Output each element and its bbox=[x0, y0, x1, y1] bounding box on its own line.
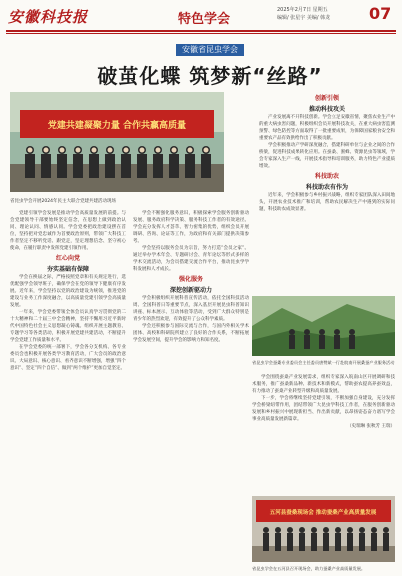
group-photo-top bbox=[10, 92, 224, 192]
photo-top-caption: 省昆虫学会开展2024年民主大联合党建共建活动现场 bbox=[10, 199, 116, 204]
article-column-right bbox=[259, 92, 395, 292]
header-rule bbox=[6, 30, 396, 32]
group-photo-bottom bbox=[252, 496, 395, 562]
field-photo-mid bbox=[252, 296, 395, 356]
headline: 破茧化蝶 筑梦新“丝路” bbox=[97, 64, 323, 88]
article-column-right-lower bbox=[252, 374, 395, 492]
subhead: 深挖创新驱动力 bbox=[169, 287, 212, 294]
subhead: 创新引领 bbox=[314, 95, 339, 102]
photo-bottom-banner-text: 五河县蚕桑现场会 推动蚕桑产业高质量发展 bbox=[269, 510, 377, 516]
subhead: 推动科技攻关 bbox=[308, 106, 345, 113]
editors-line: 编辑/ 张星宇 美编/ 韩龙 bbox=[277, 15, 331, 21]
subhead: 夯实基础有保障 bbox=[46, 266, 89, 273]
paragraph: 学会积极组织开展科普宣传活动，依托全国科技活动周、全国科普日等重要节点，深入基层开展昆虫科普知识讲座、标本展示、互动体验等活动，受到广大群众特别是青少年的热烈欢迎，有效提升了公众科学素质。 bbox=[133, 296, 249, 322]
subhead: 红心向党 bbox=[55, 255, 80, 262]
photo-mid-caption: 省昆虫学会蚕桑专业委员会主任委员唐赞斌一行赴皖南开展桑蚕产业服务活动 bbox=[252, 360, 395, 365]
paragraph: 下一步，学会将继续坚持党建引领，不断加强自身建设，充分发挥学会桥梁纽带作用，团结带领广大昆虫学科技工作者，在服务创新驱动发展和乡村振兴中展现新担当、作出新贡献，以昂扬姿态奋力谱写学会事业高质量发展新篇章。 bbox=[252, 396, 395, 422]
photo-bottom-caption: 省昆虫学会在五河县召开现场会，助力蚕桑产业高质量发展。 bbox=[252, 566, 366, 571]
paragraph: 学会围绕蚕桑产业发展需求，组织专家深入皖南山区开展调研和技术服务，推广蚕桑新品种、新技术和新模式，帮助蚕农提高养蚕效益，有力推动了蚕桑产业转型升级和高质量发展。 bbox=[252, 375, 395, 394]
paragraph: 在学会党委的统一部署下，学会各分支机构、各专业委员会也积极开展各类学习教育活动，广大会员的政治意识、大局意识、核心意识、看齐意识不断增强，增强“四个意识”、坚定“四个自信”、做到“两个维护”更加自觉坚定。 bbox=[10, 345, 126, 371]
paper-name: 安徽科技报 bbox=[8, 8, 89, 26]
subhead: 科技助农 bbox=[314, 173, 339, 180]
paragraph: 学会积极推动产学研深度融合，搭建科研单位与企业之间的合作桥梁，促进科技成果转化应用。在蚕桑、蜜蜂、资源昆虫等领域，学会专家深入生产一线，开展技术指导和培训服务，助力特色产业提质增效。 bbox=[259, 143, 395, 169]
paragraph: 一年来，学会党委带领全体会员认真学习贯彻党的二十大精神和二十届三中全会精神，坚持不懈用习近平新时代中国特色社会主义思想凝心铸魂。组织开展主题教育、专题学习等各类活动，积极开展党建共建活动，不断提升学会党建工作质量和水平。 bbox=[10, 310, 126, 343]
article-column-middle bbox=[133, 210, 249, 570]
subhead: 强化服务 bbox=[178, 276, 203, 283]
paragraph: 学会还积极参与国际交流与合作，与国内外相关学术团体、高校和科研院所建立了良好的合作关系，不断拓展学会发展空间，提升学会的影响力和知名度。 bbox=[133, 324, 249, 343]
paragraph: 党建引领学会发展是推动学会高质量发展的前提。与会党建领导干部要始终坚定信念，在思想上做到政治认同、理论认同、情感认同。学会党委把政治建设摆在首位，坚持把对党忠诚作为首要政治原则，带领广大科技工作者坚定不移听党话、跟党走，坚定理想信念、坚守初心使命，在履行职责中发挥党建引领作用。 bbox=[10, 211, 126, 251]
paragraph: 学会坚持以服务会员为宗旨，努力打造“会员之家”。通过举办学术年会、专题研讨会、青年论坛等形式多样的学术交流活动，为会员搭建交流合作平台，推动昆虫学学科发展和人才成长。 bbox=[133, 246, 249, 272]
paragraph: 学会在换届之际，严格按照党章和有关规定进行，选优配强学会领导班子，确保学会在党的领导下健康有序发展。近年来，学会坚持以党的政治建设为统领，推进党的建设与业务工作深度融合，以高质量党建引领学会高质量发展。 bbox=[10, 275, 126, 308]
photo-top-banner-text: 党建共建凝聚力量 合作共赢高质量 bbox=[47, 121, 187, 131]
subhead: 科技助农有作为 bbox=[305, 184, 348, 191]
page-number: 07 bbox=[369, 4, 392, 23]
dateline: 2025年2月7日 星期五 bbox=[277, 7, 328, 13]
author-credit: （史瑞琳 张秋芳 王瑞） bbox=[347, 424, 395, 429]
paragraph: 产业发展离不开科技创新。学会立足安徽省情，聚焦农业生产中的重大病虫害问题，积极组织会员开展科技攻关，在重大病虫害监测预警、绿色防控等方面取得了一批重要成果，为保障国家粮食安全和重要农产品有效供给作出了积极贡献。 bbox=[259, 115, 395, 141]
header-rule-thin bbox=[6, 33, 396, 34]
kicker-label: 安徽省昆虫学会 bbox=[176, 44, 244, 56]
paragraph: 学会不断强化服务意识，积极探索学会服务创新驱动发展、服务政府科学决策、服务科技工作者的有效途径。学会充分发挥人才荟萃、智力密集的优势，组织会员开展调研、咨询、论证等工作，为政府和有关部门提供决策参考。 bbox=[133, 211, 249, 244]
section-title: 特色学会 bbox=[178, 12, 231, 27]
article-column-left bbox=[10, 210, 126, 570]
paragraph: 近年来，学会积极参与乡村振兴战略，组织专家团队深入田间地头，开展农业技术推广和培训，帮助农民解决生产中遇到的实际问题，科技助农成效显著。 bbox=[259, 193, 395, 212]
